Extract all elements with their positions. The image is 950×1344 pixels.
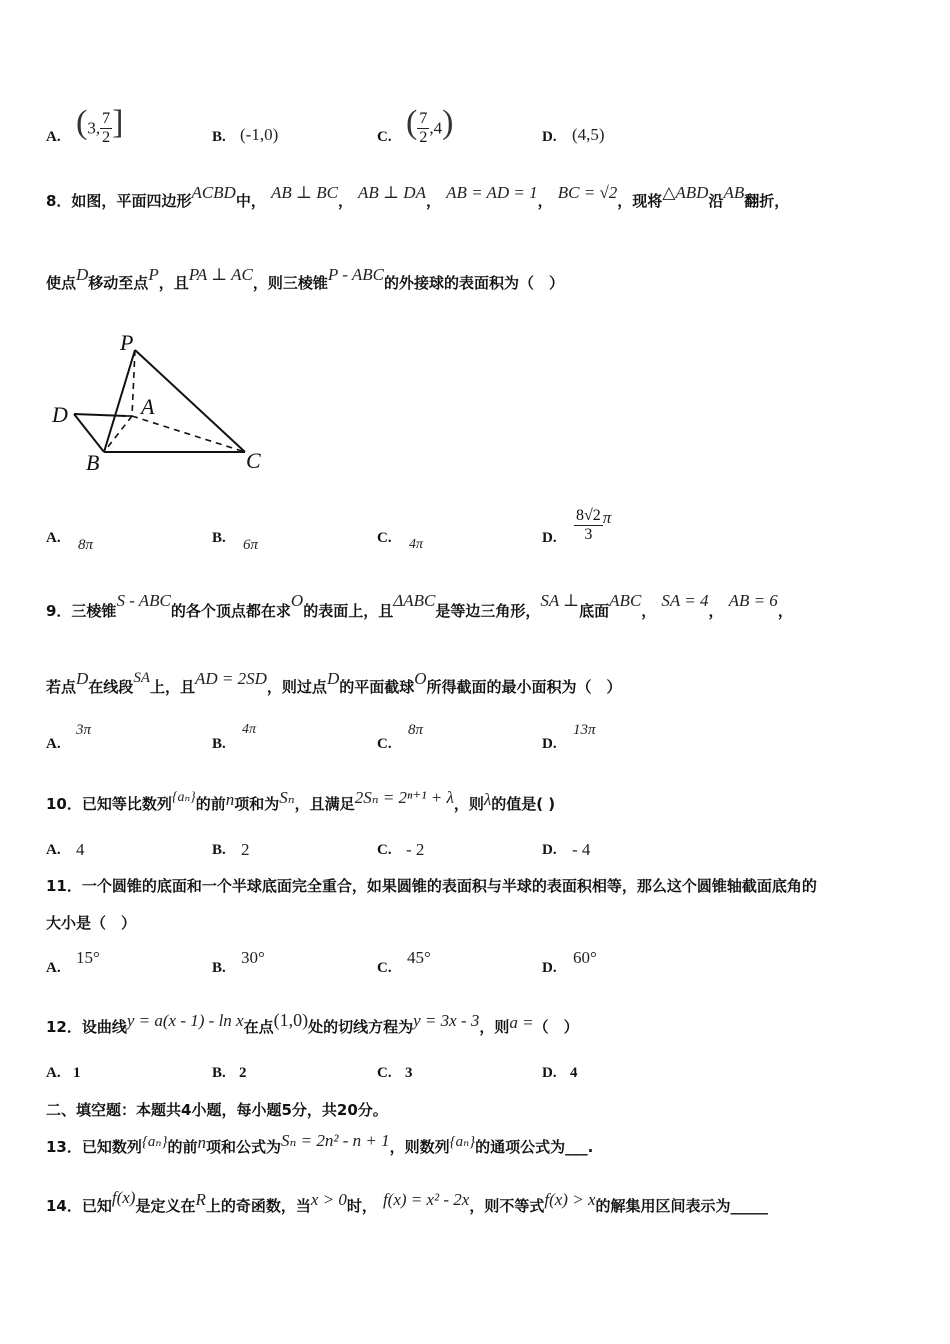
q12-option-b-label: B.: [212, 1065, 226, 1081]
q9-option-b-label: B.: [212, 736, 226, 752]
q9-option-b: 4π: [242, 722, 257, 737]
q8-option-d: $\frac{8√2}{3}$ π: [576, 507, 612, 543]
section-2-heading: 二、填空题：本题共4小题，每小题5分，共20分。: [46, 1101, 388, 1119]
q9-line2: 若点D在线段SA上，且AD = 2SD，则过点D的平面截球O所得截面的最小面积为（ ）: [46, 669, 622, 696]
q8-line2: 使点D移动至点P，且PA ⊥ AC，则三棱锥P - ABC的外接球的表面积为（ ）: [46, 265, 564, 292]
q10-option-b: 2: [241, 840, 250, 859]
q7-option-b: (-1,0): [240, 125, 279, 144]
q11-option-b: 30°: [241, 948, 265, 967]
q9-option-a-label: A.: [46, 736, 61, 752]
q11-option-a-label: A.: [46, 960, 61, 976]
q8-tetrahedron-figure: [46, 328, 276, 478]
q12-option-a: 1: [73, 1065, 81, 1081]
q8-option-a-label: A.: [46, 530, 61, 546]
q11-option-a: 15°: [76, 948, 100, 967]
vertex-A: A: [141, 394, 155, 419]
q7-option-a-label: A.: [46, 129, 61, 145]
edge-DB: [74, 414, 104, 452]
q12-option-c: 3: [405, 1065, 413, 1081]
q11-line2: 大小是（ ）: [46, 914, 137, 932]
q11-line1: 11．一个圆锥的底面和一个半球底面完全重合，如果圆锥的表面积与半球的表面积相等，那么这个圆锥轴截面底角的: [46, 877, 817, 895]
q8-option-d-label: D.: [542, 530, 557, 546]
q12-option-d: 4: [570, 1065, 578, 1081]
q12-line: 12．设曲线y = a(x - 1) - ln x在点(1,0)处的切线方程为y = 3x - 3，则a =（ ）: [46, 1010, 579, 1036]
q10-option-d: - 4: [572, 840, 591, 859]
edge-AB-hidden: [104, 416, 132, 452]
q8-line1: 8．如图，平面四边形ACBD中， AB ⊥ BC， AB ⊥ DA， AB = AD = 1， BC = √2，现将△ABD沿AB翻折，: [46, 183, 790, 210]
edge-DA-visible: [74, 414, 126, 416]
q8-option-c-label: C.: [377, 530, 392, 546]
q7-option-a: (3, $\frac{7}{2}$ ]: [76, 104, 124, 146]
q10-line: 10．已知等比数列{aₙ}的前n项和为Sₙ，且满足2Sₙ = 2ⁿ⁺¹ + λ，则λ的值是( ): [46, 788, 556, 813]
q8-option-b: 6π: [243, 537, 259, 553]
q10-option-a-label: A.: [46, 842, 61, 858]
q12-option-c-label: C.: [377, 1065, 392, 1081]
edge-AC-hidden: [132, 416, 245, 452]
q9-option-d: 13π: [573, 722, 596, 738]
q7-option-d: (4,5): [572, 125, 605, 144]
q10-option-a: 4: [76, 840, 85, 859]
q8-option-b-label: B.: [212, 530, 226, 546]
q9-option-c: 8π: [408, 722, 424, 738]
q10-option-c-label: C.: [377, 842, 392, 858]
vertex-D: D: [52, 402, 68, 427]
edge-PB: [104, 350, 135, 452]
q10-option-d-label: D.: [542, 842, 557, 858]
vertex-P: P: [120, 330, 134, 355]
q8-option-c: 4π: [409, 537, 424, 552]
question-13: 13．已知数列{aₙ}的前n项和公式为Sₙ = 2n² - n + 1，则数列{aₙ}的通项公式为___.: [46, 1131, 594, 1156]
q7-option-d-label: D.: [542, 129, 557, 145]
q8-option-a: 8π: [78, 537, 94, 553]
q11-option-c-label: C.: [377, 960, 392, 976]
vertex-C: C: [246, 448, 261, 473]
q9-option-c-label: C.: [377, 736, 392, 752]
vertex-B: B: [86, 450, 100, 475]
q7-option-b-label: B.: [212, 129, 226, 145]
question-14: 14．已知f(x)是定义在R上的奇函数，当x > 0时， f(x) = x² - 2x，则不等式f(x) > x的解集用区间表示为_____: [46, 1188, 768, 1215]
q11-option-b-label: B.: [212, 960, 226, 976]
q10-option-c: - 2: [406, 840, 425, 859]
q10-option-b-label: B.: [212, 842, 226, 858]
q11-option-c: 45°: [407, 948, 431, 967]
q9-line1: 9．三棱锥S - ABC的各个顶点都在求O的表面上，且ΔABC是等边三角形，SA ⊥底面ABC， SA = 4， AB = 6，: [46, 591, 793, 620]
q7-option-c-label: C.: [377, 129, 392, 145]
q12-option-a-label: A.: [46, 1065, 61, 1081]
q9-option-a: 3π: [76, 722, 92, 738]
q12-option-d-label: D.: [542, 1065, 557, 1081]
q7-option-c: ( $\frac{7}{2}$ ,4): [406, 104, 454, 146]
q12-option-b: 2: [239, 1065, 247, 1081]
q11-option-d-label: D.: [542, 960, 557, 976]
q9-option-d-label: D.: [542, 736, 557, 752]
q11-option-d: 60°: [573, 948, 597, 967]
